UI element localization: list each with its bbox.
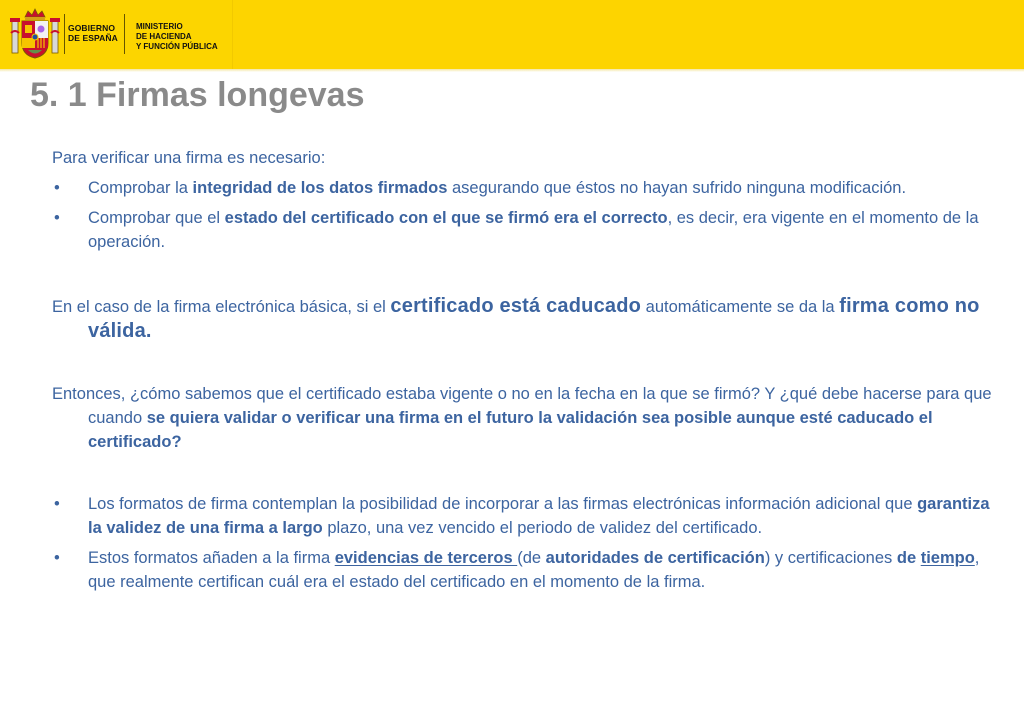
bullet-text: Estos formatos añaden a la firma [88, 549, 335, 567]
bullet-text: Comprobar que el [88, 209, 225, 227]
ministry-line-2: DE HACIENDA [136, 32, 192, 41]
paragraph-text: automáticamente se da la [641, 298, 840, 316]
bullet-third-party-evidence [52, 546, 992, 594]
expired-certificate-paragraph [52, 294, 992, 344]
intro-text: Para verificar una firma es necesario: [52, 149, 326, 167]
bullet-bold-text: garantiza la validez de una firma a largo [88, 495, 990, 537]
third-party-evidence-link[interactable]: evidencias de terceros [334, 549, 518, 567]
bullet-text: , es decir, era vigente en el momento de la operación. [88, 209, 979, 251]
spacer [52, 454, 992, 492]
bullet-text: Comprobar la [88, 179, 193, 197]
government-name [68, 23, 118, 43]
spacer [52, 254, 992, 294]
header-separator [232, 0, 233, 69]
paragraph-text: En el caso de la firma electrónica básica, si el [52, 298, 391, 316]
coat-of-arms-icon [8, 7, 62, 61]
bullet-signature-formats [52, 492, 992, 540]
bullet-text: asegurando que éstos no hayan sufrido ninguna modificación. [447, 179, 907, 197]
gov-line-2: DE ESPAÑA [68, 33, 118, 43]
bullet-bold-text: autoridades de certificación [545, 549, 765, 567]
bullet-integrity [52, 176, 992, 200]
bullet-bold-text: de [896, 549, 921, 567]
spacer [52, 344, 992, 382]
bullet-bold-text: integridad de los datos firmados [192, 179, 448, 197]
ministry-name [136, 22, 218, 52]
ministry-line-1: MINISTERIO [136, 22, 183, 31]
bullet-symbol: • [54, 549, 60, 567]
slide-content [52, 146, 992, 594]
gov-line-1: GOBIERNO [68, 23, 116, 33]
paragraph-text: Entonces, ¿cómo sabemos que el certificado estaba vigente o no en la fecha en la que se firmó? Y ¿qué debe hacerse para que cuando [52, 385, 992, 427]
ministry-line-3: Y FUNCIÓN PÚBLICA [136, 42, 218, 51]
paragraph-bold-text: se quiera validar o verificar una firma en el futuro la validación sea posible aunque esté caducado el certificado? [88, 409, 933, 451]
bullet-text: plazo, una vez vencido el periodo de validez del certificado. [322, 519, 763, 537]
logo-divider [64, 14, 65, 54]
bullet-text: Los formatos de firma contemplan la posibilidad de incorporar a las firmas electrónicas información adicional que [88, 495, 918, 513]
bullet-text: ) y certificaciones [764, 549, 897, 567]
timestamp-link[interactable]: tiempo [920, 549, 975, 567]
bullet-symbol: • [54, 179, 60, 197]
question-paragraph [52, 382, 992, 454]
paragraph-bold-text: firma como no válida. [88, 295, 980, 342]
page-title: 5. 1 Firmas longevas [30, 76, 365, 114]
bullet-symbol: • [54, 495, 60, 513]
paragraph-bold-text: certificado está caducado [390, 295, 642, 317]
bullet-text: (de [517, 549, 546, 567]
bullet-certificate-state [52, 206, 992, 254]
bullet-symbol: • [54, 209, 60, 227]
header-shadow [0, 69, 1024, 72]
ministry-divider [124, 14, 125, 54]
bullet-bold-text: estado del certificado con el que se firmó era el correcto [224, 209, 668, 227]
government-logo [0, 0, 232, 69]
bullet-text: , que realmente certifican cuál era el estado del certificado en el momento de la firma. [88, 549, 980, 591]
